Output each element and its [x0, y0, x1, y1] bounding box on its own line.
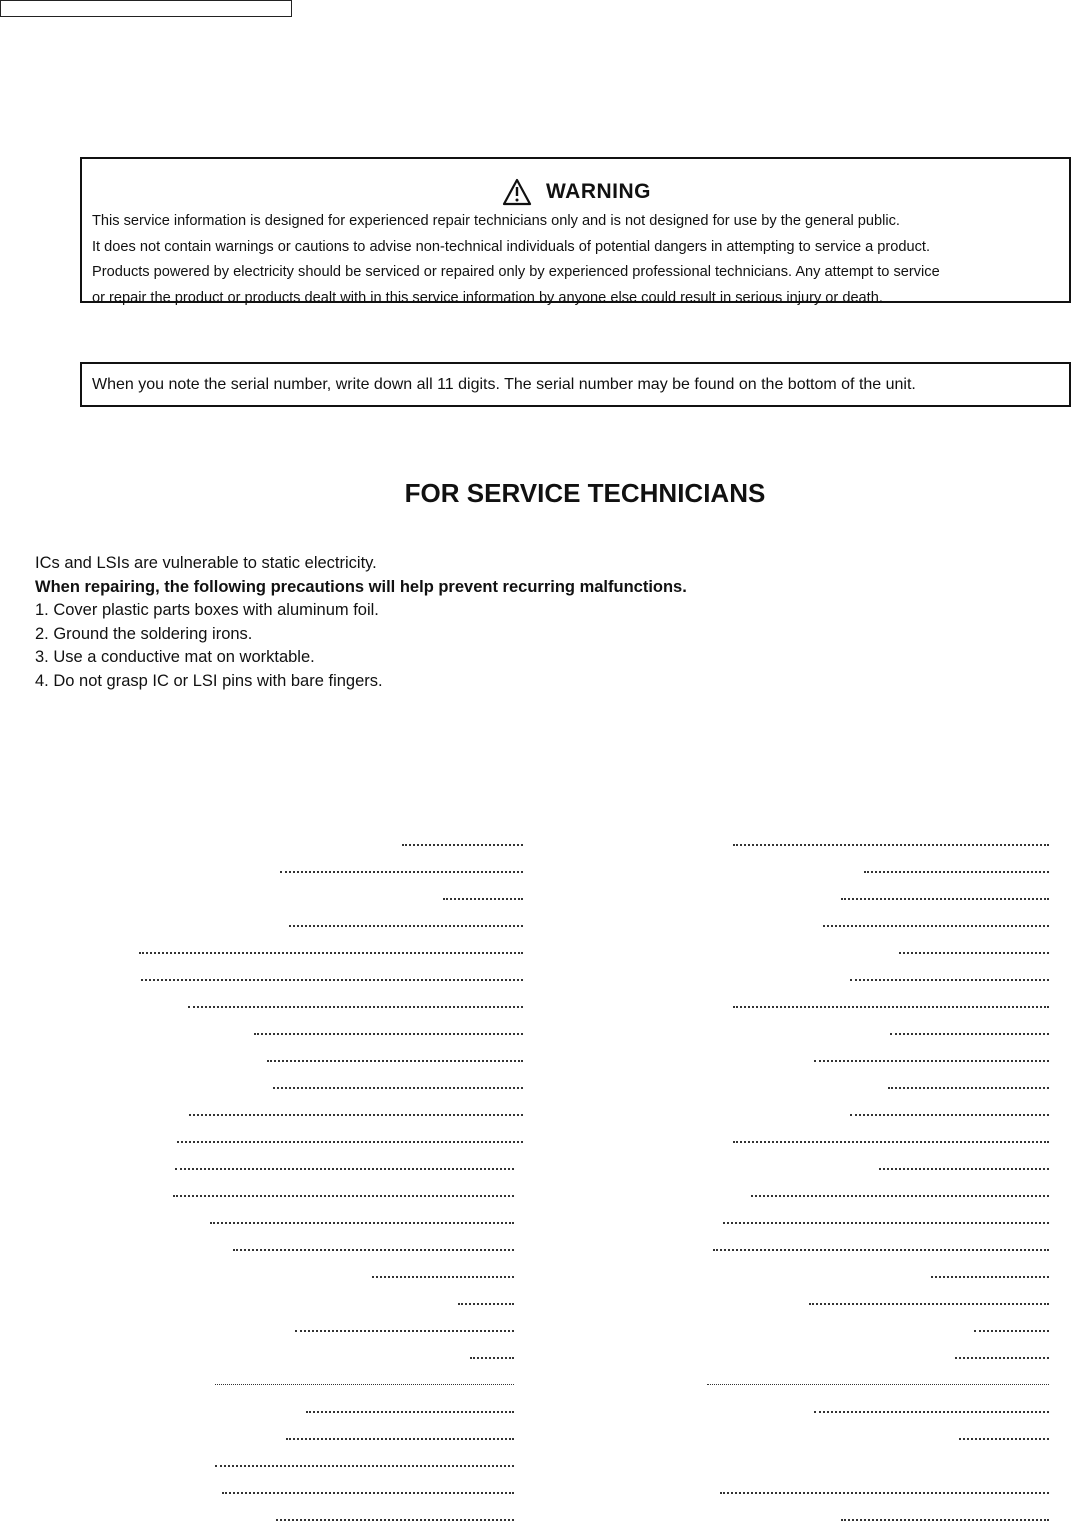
toc-leader	[959, 1438, 1049, 1440]
toc-leader	[372, 1276, 514, 1278]
toc-leader	[276, 1519, 514, 1521]
warning-line-1: This service information is designed for experienced repair technicians only and is not designed for use by the general public.	[92, 213, 900, 229]
warning-header	[92, 177, 1061, 207]
toc-leader	[215, 1384, 514, 1385]
toc-leader	[899, 952, 1049, 954]
toc-leader	[888, 1087, 1049, 1089]
toc-leader	[814, 1060, 1049, 1062]
toc-leader	[177, 1141, 523, 1143]
precaution-step-2: 2. Ground the soldering irons.	[35, 624, 253, 643]
toc-leader	[175, 1168, 514, 1170]
warning-box	[80, 157, 1071, 306]
toc-leader	[814, 1411, 1049, 1413]
precaution-step-3: 3. Use a conductive mat on worktable.	[35, 648, 315, 666]
toc-leader	[139, 952, 523, 954]
toc-leader	[841, 898, 1049, 900]
serial-note-text: When you note the serial number, write down all 11 digits. The serial number may be found on the bottom of the unit.	[92, 376, 916, 393]
toc-leader	[289, 925, 523, 927]
toc-leader	[443, 898, 523, 900]
warning-line-2: It does not contain warnings or cautions to advise non-technical individuals of potential dangers in attempting to service a product.	[92, 238, 931, 255]
toc-leader	[850, 979, 1049, 981]
header-tab-box	[0, 0, 292, 17]
toc-leader	[306, 1411, 514, 1413]
toc-leader	[841, 1519, 1049, 1521]
toc-leader	[458, 1303, 514, 1305]
toc-leader	[273, 1087, 523, 1089]
toc-leader	[733, 1141, 1049, 1143]
toc-leader	[751, 1195, 1049, 1197]
toc-leader	[280, 871, 523, 873]
toc-leader	[809, 1303, 1049, 1305]
toc-leader	[267, 1060, 523, 1062]
toc-leader	[955, 1357, 1049, 1359]
warning-line-3: Products powered by electricity should be serviced or repaired only by experienced professional technicians. Any attempt to service	[92, 264, 940, 280]
toc-leader	[974, 1330, 1049, 1332]
toc-leader	[233, 1249, 514, 1251]
toc-leader	[707, 1384, 1049, 1385]
section-heading: FOR SERVICE TECHNICIANS	[404, 478, 766, 508]
warning-title: WARNING	[546, 180, 651, 203]
toc-leader	[720, 1492, 1049, 1494]
toc-leader	[402, 844, 523, 846]
toc-leader	[254, 1033, 523, 1035]
toc-leader	[141, 979, 523, 981]
toc-leader	[864, 871, 1049, 873]
toc-leader	[879, 1168, 1049, 1170]
toc-leader	[890, 1033, 1049, 1035]
toc-leader	[215, 1465, 514, 1467]
toc-leader	[713, 1249, 1049, 1251]
precaution-step-1: 1. Cover plastic parts boxes with aluminum foil.	[35, 601, 379, 619]
toc-leader	[931, 1276, 1049, 1278]
serial-note-box	[80, 362, 1071, 407]
toc-leader	[470, 1357, 514, 1359]
precautions-bold-line: When repairing, the following precautions will help prevent recurring malfunctions.	[35, 577, 687, 596]
toc-leader	[723, 1222, 1049, 1224]
toc-leader	[295, 1330, 514, 1332]
toc-leader	[850, 1114, 1049, 1116]
toc-leader	[188, 1006, 523, 1008]
toc-leader	[189, 1114, 523, 1116]
toc-leader	[210, 1222, 514, 1224]
warning-line-4: or repair the product or products dealt with in this service information by anyone else could result in serious injury or death.	[92, 289, 883, 306]
precautions-intro: ICs and LSIs are vulnerable to static electricity.	[35, 554, 377, 572]
toc-leader	[286, 1438, 514, 1440]
warning-triangle-icon	[502, 178, 532, 206]
toc-leader	[823, 925, 1049, 927]
toc-leader	[222, 1492, 514, 1494]
toc-leader	[733, 844, 1049, 846]
precaution-step-4: 4. Do not grasp IC or LSI pins with bare fingers.	[35, 671, 383, 690]
toc-leader	[173, 1195, 514, 1197]
toc-leader	[733, 1006, 1049, 1008]
precautions-block	[35, 552, 687, 693]
